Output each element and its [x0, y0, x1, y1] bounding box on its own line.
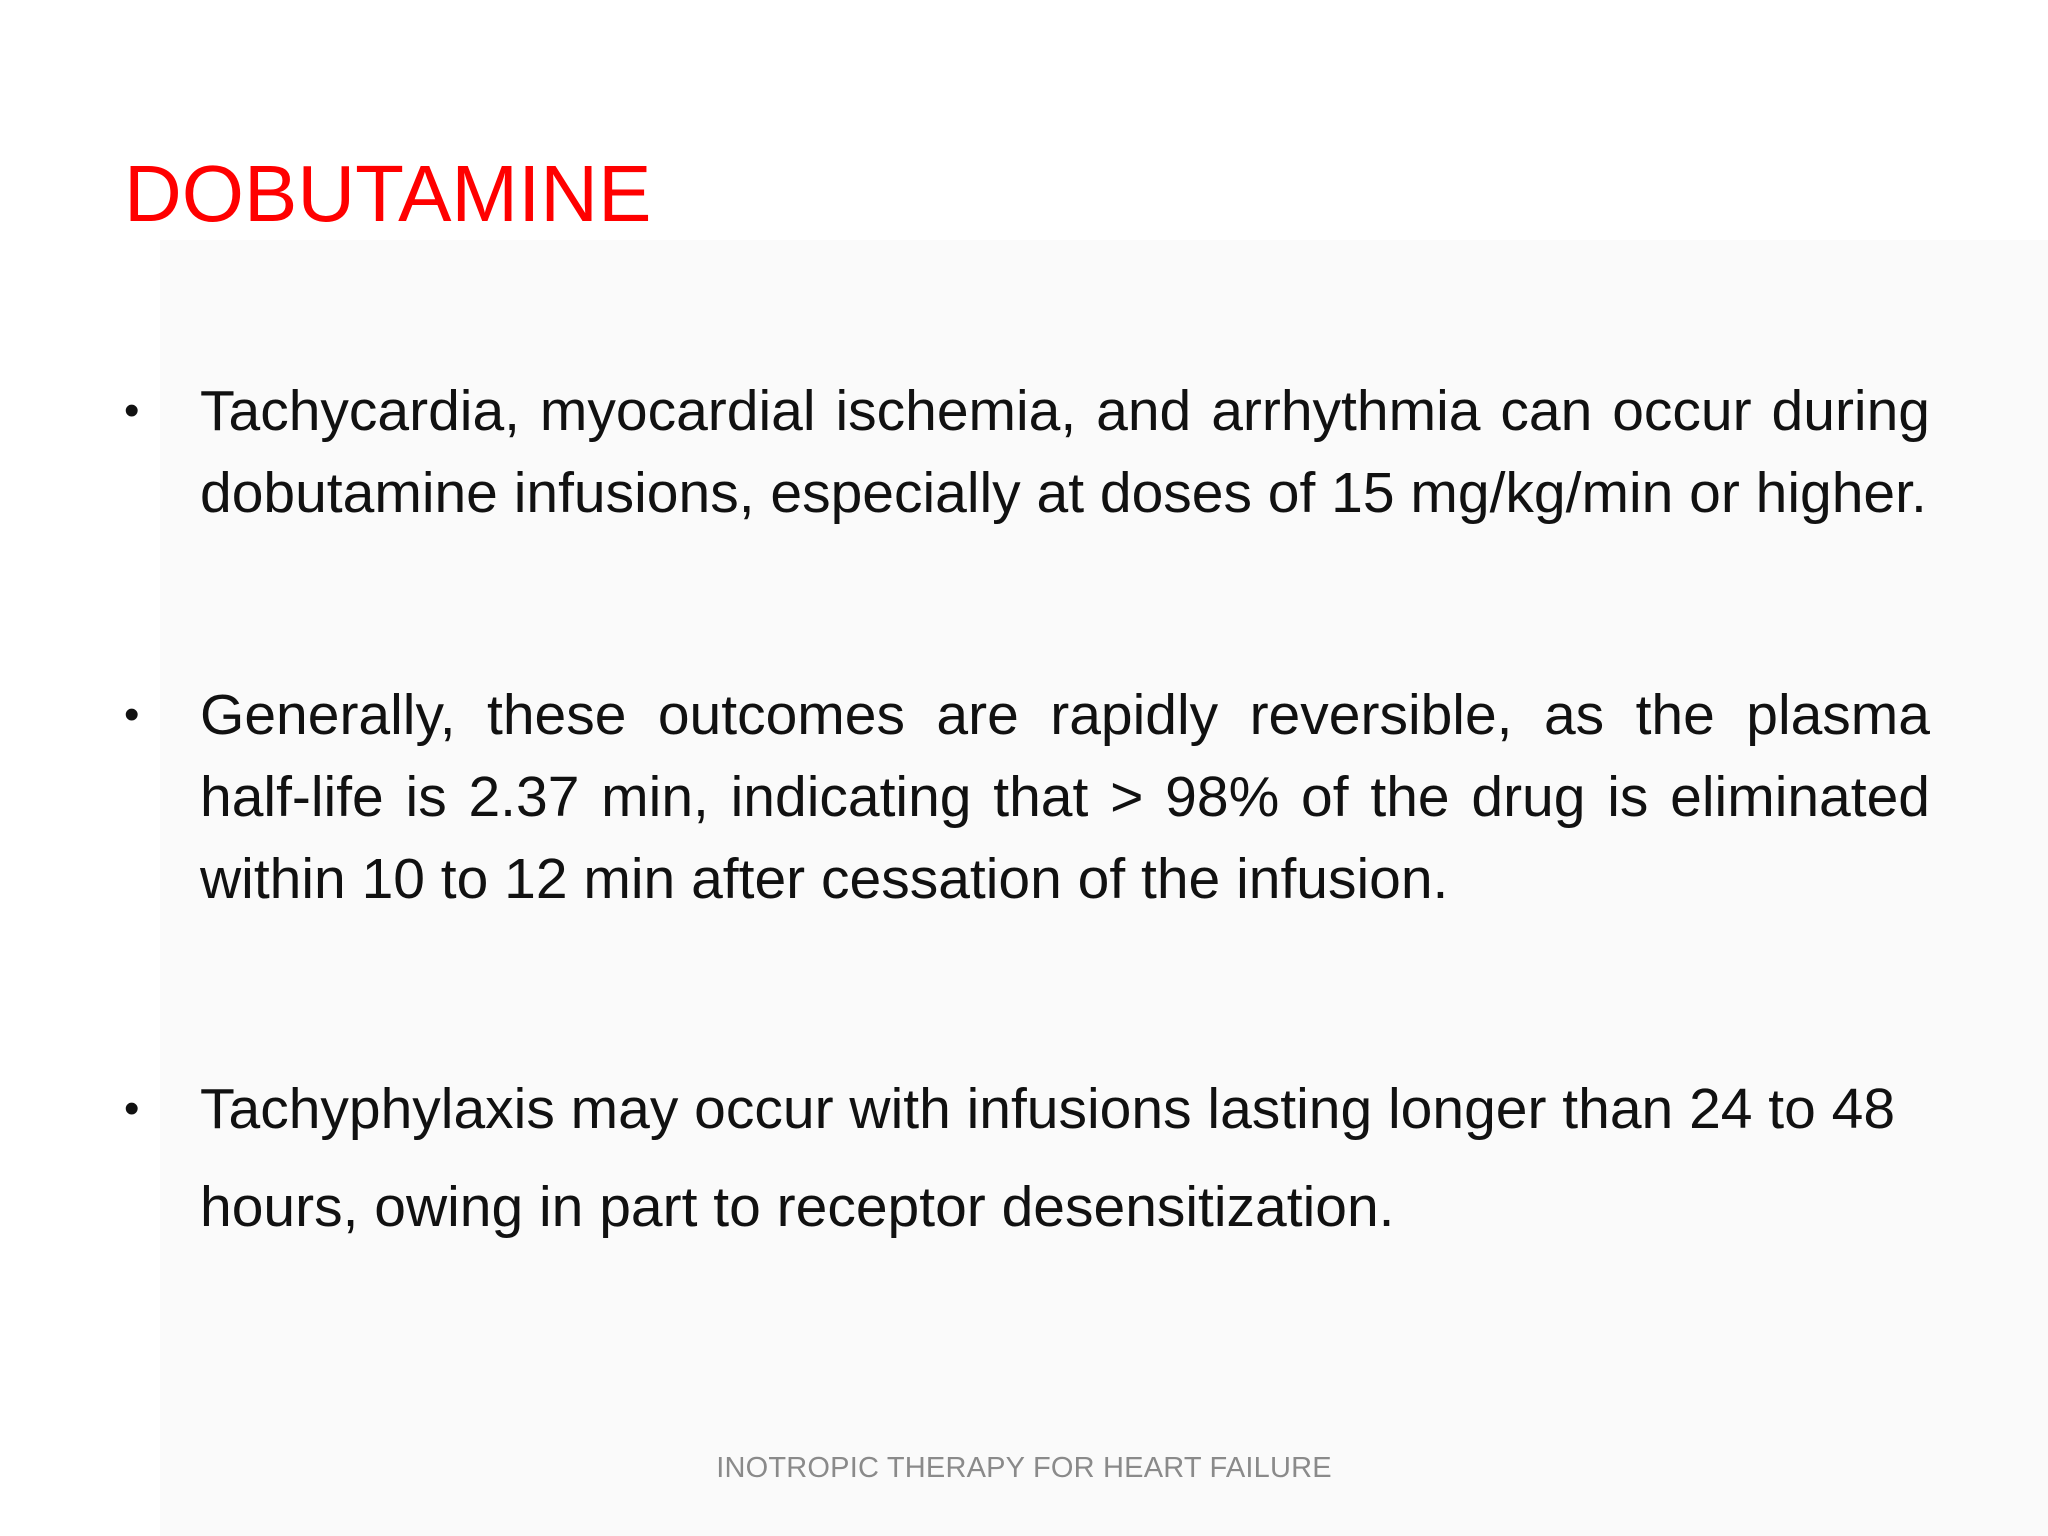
bullet-text: Tachycardia, myocardial ischemia, and arrhythmia can occur during dobutamine infusions, especially at doses of 15 mg/kg/min or higher.: [200, 379, 1930, 525]
slide-footer: INOTROPIC THERAPY FOR HEART FAILURE: [716, 1452, 1332, 1484]
bullet-marker: •: [124, 1084, 140, 1133]
slide-title: DOBUTAMINE: [124, 149, 652, 238]
bullet-list: [120, 370, 1930, 1256]
bullet-marker: •: [124, 386, 140, 435]
bullet-text: Tachyphylaxis may occur with infusions lasting longer than 24 to 48 hours, owing in part to receptor desensitization.: [200, 1077, 1896, 1239]
bullet-item: [120, 370, 1930, 534]
bullet-item: [120, 674, 1930, 920]
bullet-text: Generally, these outcomes are rapidly reversible, as the plasma half-life is 2.37 min, indicating that > 98% of the drug is eliminated within 10 to 12 min after cessation of the infusion.: [200, 683, 1930, 911]
bullet-item: [120, 1060, 1930, 1256]
bullet-marker: •: [124, 690, 140, 739]
